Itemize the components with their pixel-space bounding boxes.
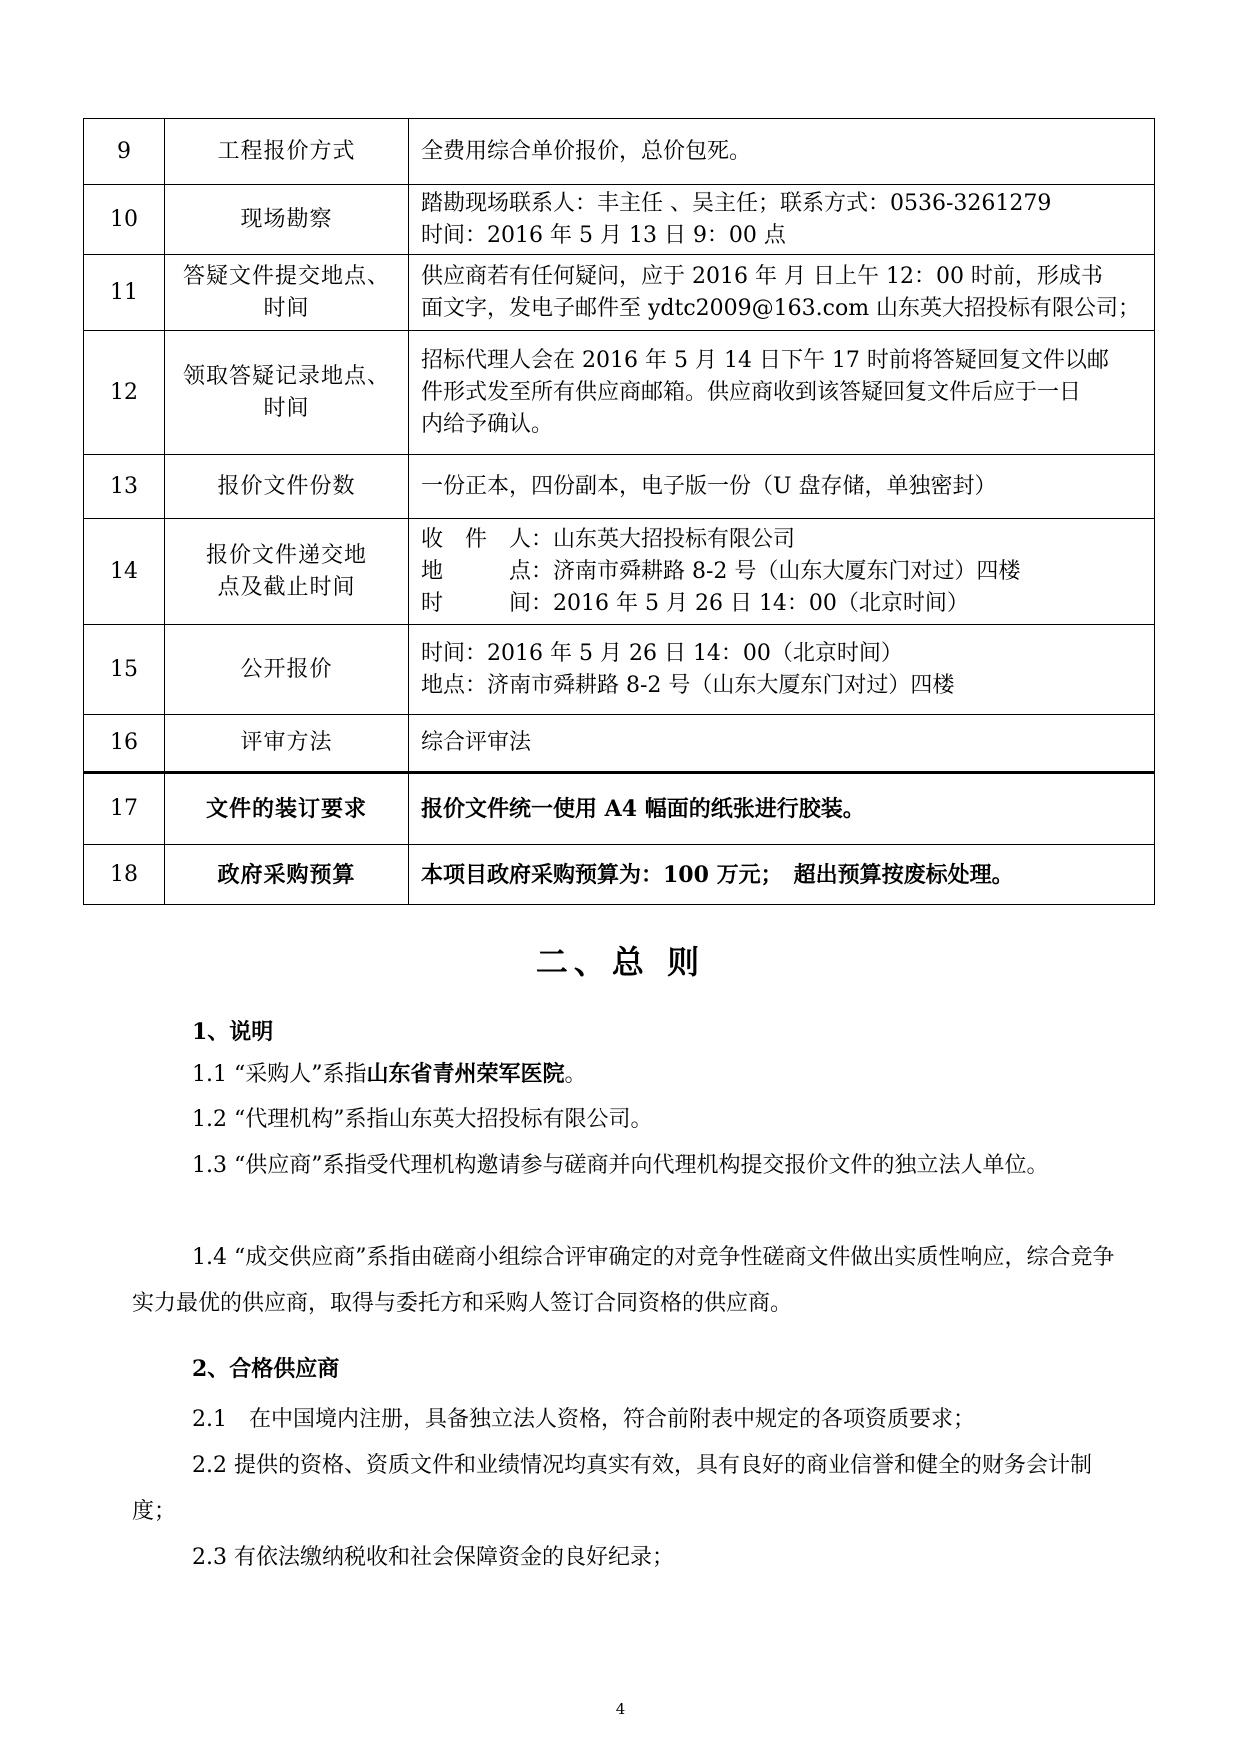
paragraph-1-1 — [132, 1051, 1127, 1098]
table-row — [84, 715, 1155, 773]
row-content — [409, 625, 1155, 715]
paragraph-1-4: 1.4 “成交供应商”系指由磋商小组综合评审确定的对竞争性磋商文件做出实质性响应，综合竞争实力最优的供应商，取得与委托方和采购人签订合同资格的供应商。 — [132, 1245, 1115, 1316]
row-content — [409, 455, 1155, 519]
row-item — [165, 519, 409, 625]
content-text: 一份正本，四份副本，电子版一份（U 盘存储，单独密封） — [421, 473, 997, 499]
content-text: 本项目政府采购预算为：100 万元； 超出预算按废标处理。 — [421, 861, 1014, 888]
content-text: 报价文件统一使用 A4 幅面的纸张进行胶装。 — [421, 796, 865, 822]
row-content — [409, 845, 1155, 905]
item-text: 点及截止时间 — [217, 574, 356, 600]
row-item — [165, 185, 409, 255]
row-item — [165, 715, 409, 773]
content-text: 招标代理人会在 2016 年 5 月 14 日下午 17 时前将答疑回复文件以邮 — [421, 347, 1109, 373]
paragraph-2-3: 2.3 有依法缴纳税收和社会保障资金的良好纪录； — [192, 1545, 674, 1570]
row-number: 18 — [84, 845, 165, 905]
row-item — [165, 119, 409, 185]
item-text: 领取答疑记录地点、 — [182, 363, 390, 389]
purchaser-name: 山东省青州荣军医院 — [366, 1061, 565, 1087]
paragraph-text: 。 — [564, 1062, 587, 1087]
table-row — [84, 119, 1155, 185]
row-content — [409, 773, 1155, 845]
content-text: 内给予确认。 — [421, 411, 554, 437]
row-item — [165, 845, 409, 905]
content-text: 供应商若有任何疑问，应于 2016 年 月 日上午 12：00 时前，形成书 — [421, 263, 1103, 289]
paragraph-1-2: 1.2 “代理机构”系指山东英大招投标有限公司。 — [192, 1107, 653, 1132]
item-text: 答疑文件提交地点、 — [182, 263, 390, 289]
row-item — [165, 455, 409, 519]
row-item — [165, 625, 409, 715]
row-number: 10 — [84, 185, 165, 255]
paragraph-1-3: 1.3 “供应商”系指受代理机构邀请参与磋商并向代理机构提交报价文件的独立法人单位。 — [192, 1153, 1049, 1178]
item-text: 文件的装订要求 — [205, 796, 367, 822]
table-row — [84, 255, 1155, 331]
table-row — [84, 625, 1155, 715]
paragraph-2-1: 2.1 在中国境内注册，具备独立法人资格，符合前附表中规定的各项资质要求； — [192, 1407, 975, 1432]
row-number: 15 — [84, 625, 165, 715]
row-content — [409, 119, 1155, 185]
row-number: 11 — [84, 255, 165, 331]
item-text: 报价文件递交地 — [205, 542, 367, 568]
row-item — [165, 331, 409, 455]
item-text: 时间 — [263, 295, 310, 321]
table-row — [84, 519, 1155, 625]
item-text: 评审方法 — [240, 730, 333, 755]
table-row — [84, 185, 1155, 255]
content-text: 全费用综合单价报价，总价包死。 — [421, 138, 752, 164]
section-heading: 二、总 则 — [535, 943, 706, 981]
content-text: 踏勘现场联系人：丰主任 、吴主任；联系方式：0536-3261279 — [421, 190, 1052, 216]
item-text: 现场勘察 — [240, 206, 333, 232]
item-text: 公开报价 — [240, 656, 333, 682]
content-text: 地 点：济南市舜耕路 8-2 号（山东大厦东门对过）四楼 — [421, 558, 1021, 584]
content-text: 件形式发至所有供应商邮箱。供应商收到该答疑回复文件后应于一日 — [421, 379, 1082, 405]
info-table — [83, 118, 1155, 905]
section-title-2: 2、合格供应商 — [192, 1356, 340, 1382]
table-row — [84, 845, 1155, 905]
row-content — [409, 519, 1155, 625]
row-item — [165, 773, 409, 845]
section-title-1: 1、说明 — [192, 1019, 274, 1045]
row-content — [409, 185, 1155, 255]
content-text: 时间：2016 年 5 月 26 日 14：00（北京时间） — [421, 640, 903, 666]
paragraph-2-2: 2.2 提供的资格、资质文件和业绩情况均真实有效，具有良好的商业信誉和健全的财务会计制度； — [132, 1453, 1092, 1524]
item-text: 时间 — [263, 395, 310, 421]
paragraph-text: 1.1 “采购人”系指 — [192, 1062, 367, 1087]
row-item — [165, 255, 409, 331]
row-number: 14 — [84, 519, 165, 625]
row-content — [409, 331, 1155, 455]
item-text: 政府采购预算 — [217, 861, 356, 888]
row-number: 17 — [84, 773, 165, 845]
row-content — [409, 715, 1155, 773]
table-row — [84, 773, 1155, 845]
page-number: 4 — [615, 1700, 626, 1718]
content-text: 面文字，发电子邮件至 ydtc2009@163.com 山东英大招投标有限公司； — [421, 295, 1141, 321]
item-text: 报价文件份数 — [217, 473, 356, 499]
content-text: 综合评审法 — [421, 730, 532, 755]
content-text: 时间：2016 年 5 月 13 日 9：00 点 — [421, 222, 786, 248]
row-number: 13 — [84, 455, 165, 519]
row-number: 9 — [84, 119, 165, 185]
item-text: 工程报价方式 — [217, 138, 356, 164]
table-row — [84, 455, 1155, 519]
content-text: 地点：济南市舜耕路 8-2 号（山东大厦东门对过）四楼 — [421, 672, 955, 698]
content-text: 时 间：2016 年 5 月 26 日 14：00（北京时间） — [421, 590, 969, 616]
table-row — [84, 331, 1155, 455]
row-number: 16 — [84, 715, 165, 773]
row-number: 12 — [84, 331, 165, 455]
row-content — [409, 255, 1155, 331]
content-text: 收 件 人：山东英大招投标有限公司 — [421, 526, 796, 552]
